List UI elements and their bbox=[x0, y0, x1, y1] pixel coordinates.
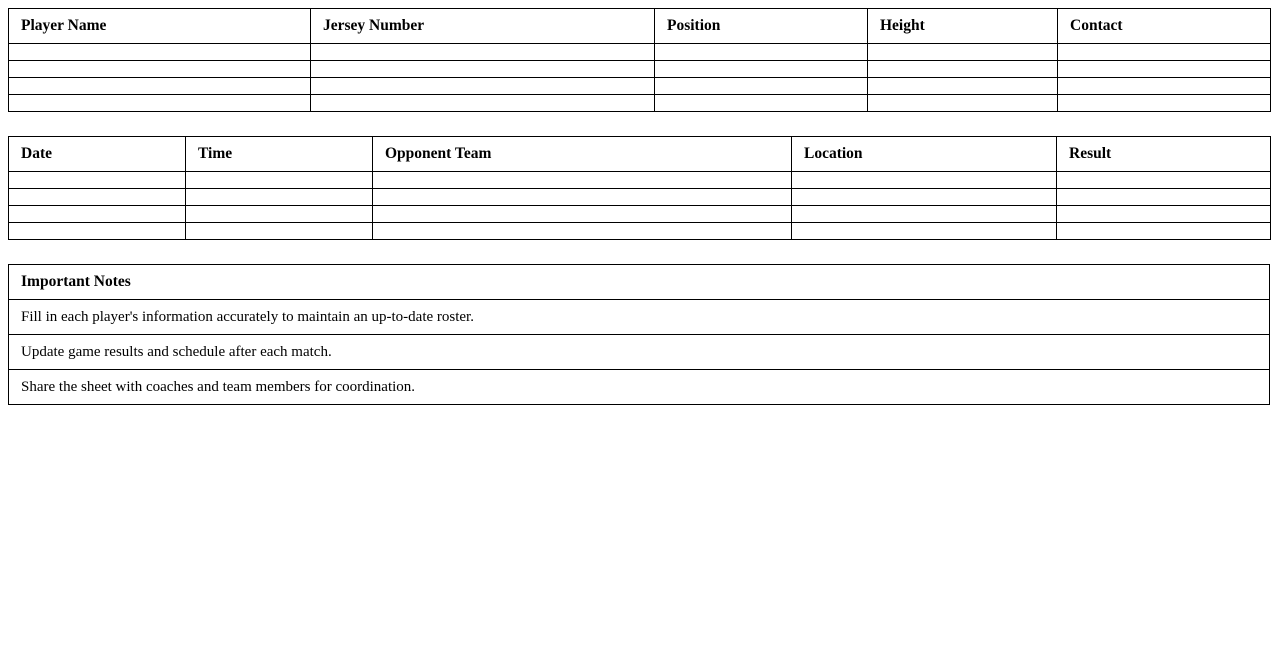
table-cell[interactable] bbox=[1057, 189, 1271, 206]
table-cell[interactable] bbox=[9, 95, 311, 112]
table-cell[interactable] bbox=[792, 223, 1057, 240]
roster-header-contact: Contact bbox=[1058, 9, 1271, 44]
table-row bbox=[9, 61, 1271, 78]
table-cell[interactable] bbox=[792, 206, 1057, 223]
table-cell[interactable] bbox=[9, 189, 186, 206]
table-cell[interactable] bbox=[186, 223, 373, 240]
table-cell[interactable] bbox=[373, 206, 792, 223]
roster-header-row bbox=[9, 9, 1271, 44]
table-cell[interactable] bbox=[311, 61, 655, 78]
list-item bbox=[9, 300, 1270, 335]
table-cell[interactable] bbox=[9, 44, 311, 61]
table-row bbox=[9, 206, 1271, 223]
note-text: Update game results and schedule after each match. bbox=[9, 335, 1270, 370]
table-cell[interactable] bbox=[868, 78, 1058, 95]
table-cell[interactable] bbox=[792, 189, 1057, 206]
table-cell[interactable] bbox=[1058, 44, 1271, 61]
note-text: Share the sheet with coaches and team members for coordination. bbox=[9, 370, 1270, 405]
notes-title: Important Notes bbox=[9, 265, 1270, 300]
schedule-header-row bbox=[9, 137, 1271, 172]
table-cell[interactable] bbox=[9, 61, 311, 78]
schedule-header-result: Result bbox=[1057, 137, 1271, 172]
table-row bbox=[9, 95, 1271, 112]
table-cell[interactable] bbox=[1058, 61, 1271, 78]
table-cell[interactable] bbox=[1058, 78, 1271, 95]
table-cell[interactable] bbox=[9, 172, 186, 189]
table-cell[interactable] bbox=[655, 95, 868, 112]
table-row bbox=[9, 172, 1271, 189]
table-cell[interactable] bbox=[9, 206, 186, 223]
table-cell[interactable] bbox=[1058, 95, 1271, 112]
table-cell[interactable] bbox=[655, 78, 868, 95]
table-row bbox=[9, 189, 1271, 206]
table-cell[interactable] bbox=[186, 172, 373, 189]
list-item bbox=[9, 335, 1270, 370]
table-cell[interactable] bbox=[9, 78, 311, 95]
schedule-header-time: Time bbox=[186, 137, 373, 172]
table-cell[interactable] bbox=[186, 189, 373, 206]
table-cell[interactable] bbox=[655, 61, 868, 78]
table-cell[interactable] bbox=[373, 189, 792, 206]
table-cell[interactable] bbox=[868, 95, 1058, 112]
table-cell[interactable] bbox=[373, 172, 792, 189]
table-cell[interactable] bbox=[1057, 172, 1271, 189]
roster-table bbox=[8, 8, 1271, 112]
roster-header-player-name: Player Name bbox=[9, 9, 311, 44]
table-cell[interactable] bbox=[655, 44, 868, 61]
list-item bbox=[9, 370, 1270, 405]
note-text: Fill in each player's information accurately to maintain an up-to-date roster. bbox=[9, 300, 1270, 335]
table-cell[interactable] bbox=[311, 44, 655, 61]
notes-table bbox=[8, 264, 1270, 405]
table-cell[interactable] bbox=[868, 61, 1058, 78]
table-cell[interactable] bbox=[373, 223, 792, 240]
schedule-header-opponent-team: Opponent Team bbox=[373, 137, 792, 172]
schedule-header-location: Location bbox=[792, 137, 1057, 172]
schedule-header-date: Date bbox=[9, 137, 186, 172]
table-row bbox=[9, 44, 1271, 61]
schedule-table bbox=[8, 136, 1271, 240]
table-cell[interactable] bbox=[9, 223, 186, 240]
table-cell[interactable] bbox=[868, 44, 1058, 61]
table-row bbox=[9, 78, 1271, 95]
table-cell[interactable] bbox=[792, 172, 1057, 189]
roster-header-jersey-number: Jersey Number bbox=[311, 9, 655, 44]
table-cell[interactable] bbox=[311, 95, 655, 112]
table-cell[interactable] bbox=[1057, 206, 1271, 223]
roster-header-height: Height bbox=[868, 9, 1058, 44]
notes-header-row bbox=[9, 265, 1270, 300]
table-cell[interactable] bbox=[1057, 223, 1271, 240]
table-cell[interactable] bbox=[311, 78, 655, 95]
roster-header-position: Position bbox=[655, 9, 868, 44]
table-cell[interactable] bbox=[186, 206, 373, 223]
table-row bbox=[9, 223, 1271, 240]
